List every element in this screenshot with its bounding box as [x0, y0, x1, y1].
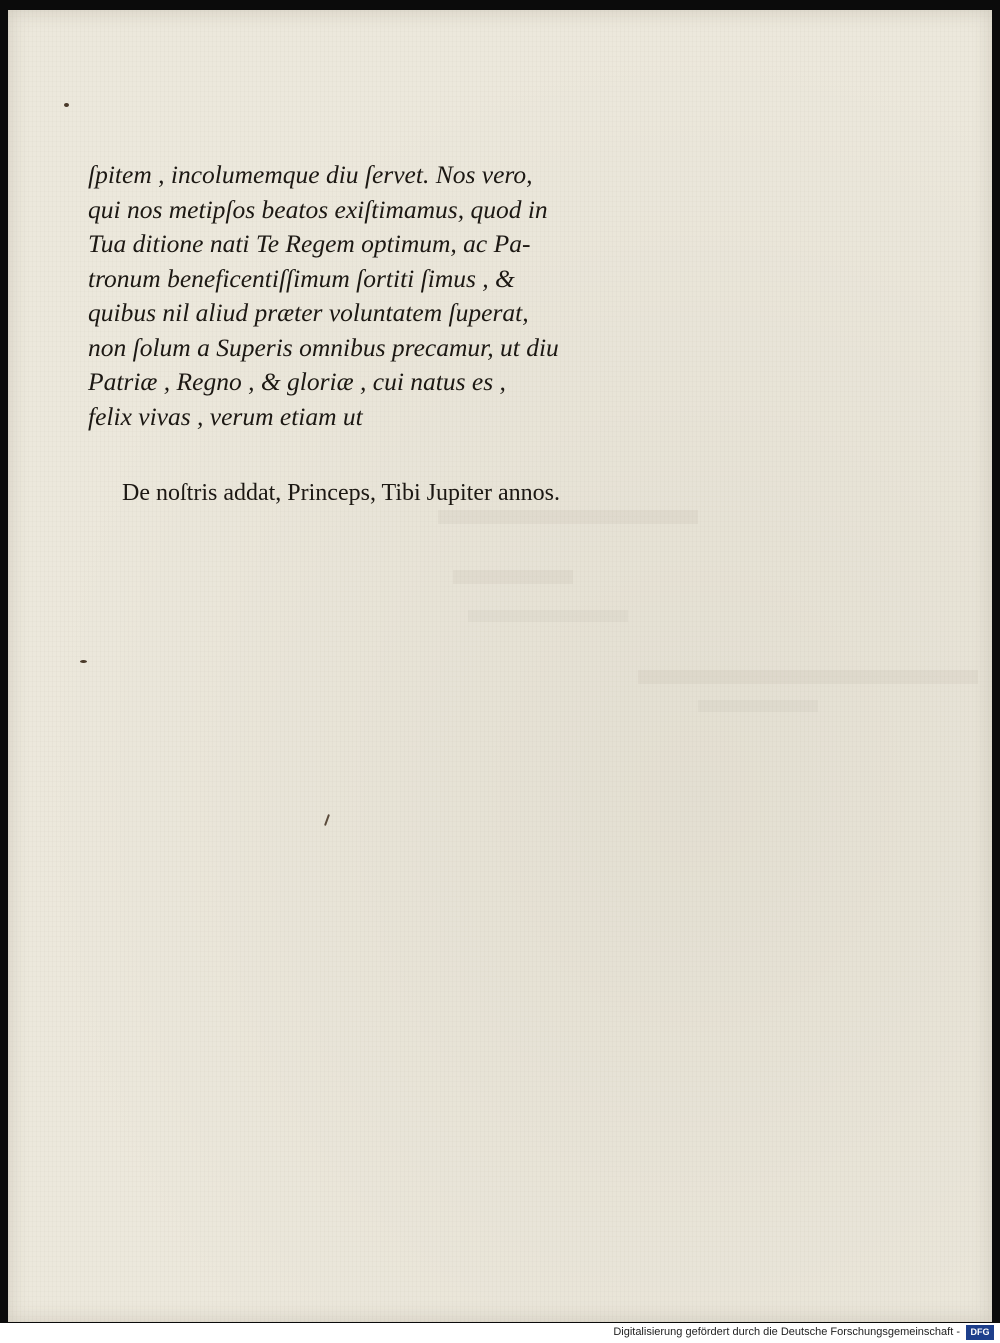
text-line: quibus nil aliud præter voluntatem ſuperat,	[88, 298, 529, 327]
show-through-shadow	[453, 570, 573, 584]
text-line: ſpitem , incolumemque diu ſervet. Nos vero,	[88, 160, 533, 189]
paper-mark	[324, 814, 330, 826]
show-through-shadow	[438, 510, 698, 524]
show-through-shadow	[468, 610, 628, 622]
quote-line: De noſtris addat, Princeps, Tibi Jupiter annos.	[122, 480, 560, 506]
show-through-shadow	[638, 670, 978, 684]
book-page	[8, 10, 992, 1322]
text-line: felix vivas , verum etiam ut	[88, 401, 363, 431]
text-line: tronum beneficentiſſimum ſortiti ſimus , &	[88, 263, 515, 293]
show-through-shadow	[698, 700, 818, 712]
ink-speck	[64, 103, 69, 107]
text-line: qui nos metipſos beatos exiſtimamus, quod in	[88, 194, 548, 224]
body-text	[88, 158, 708, 434]
dfg-logo[interactable]: DFG	[966, 1325, 994, 1340]
footer-bar	[0, 1323, 1000, 1343]
text-line: Tua ditione nati Te Regem optimum, ac Pa-	[88, 229, 531, 258]
ink-speck	[80, 660, 87, 663]
funding-credit: Digitalisierung gefördert durch die Deutsche Forschungsgemeinschaft -	[613, 1326, 960, 1338]
text-line: Patriæ , Regno , & gloriæ , cui natus es ,	[88, 367, 506, 396]
text-line: non ſolum a Superis omnibus precamur, ut diu	[88, 332, 559, 362]
